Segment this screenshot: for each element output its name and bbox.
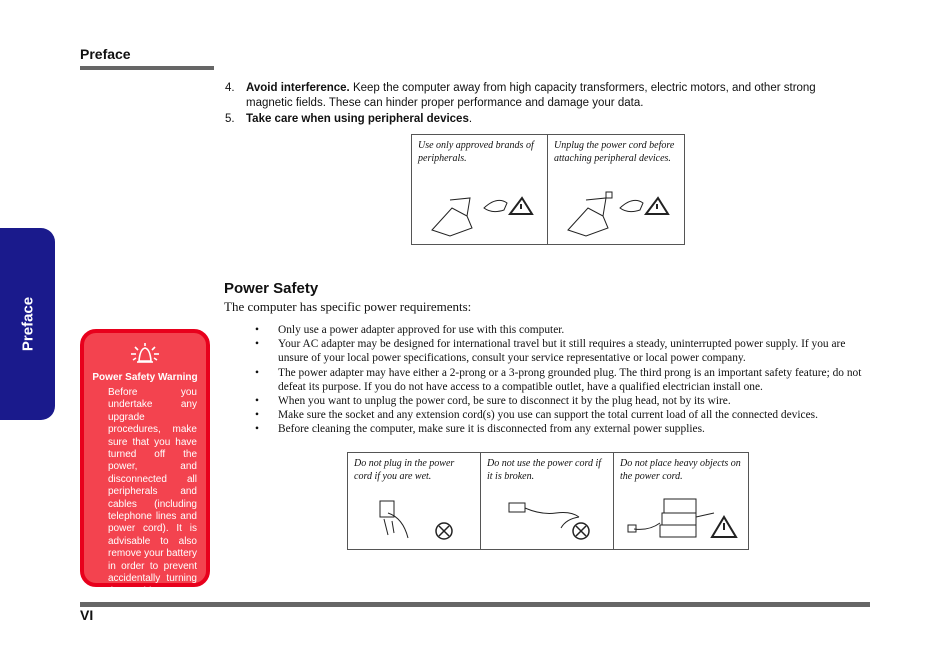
- footer-rule: [80, 602, 870, 607]
- item-number: 4.: [225, 82, 235, 94]
- list-item: • Your AC adapter may be designed for international travel but it still requires a steady, uninterrupted power supply. If you are unsure of your local power specifications, consult your service representative or local power company.: [255, 337, 870, 365]
- warning-title: Power Safety Warning: [92, 372, 198, 383]
- cell-caption: Do not use the power cord if it is broken.: [487, 458, 602, 482]
- table-cell: [614, 453, 748, 549]
- item-text: .: [468, 113, 473, 125]
- section-intro: The computer has specific power requirements:: [224, 299, 472, 314]
- broken-cord-illustration: [481, 493, 614, 543]
- table-cell: [412, 135, 548, 244]
- side-tab-label: Preface: [19, 296, 36, 352]
- list-item: • Before cleaning the computer, make sure it is disconnected from any external power supplies.: [255, 422, 870, 436]
- side-tab: [0, 228, 55, 420]
- table-cell: [481, 453, 614, 549]
- peripheral-illustration-table: [411, 134, 685, 245]
- section-header: Preface: [80, 46, 131, 62]
- header-rule: [80, 66, 214, 70]
- list-item: • Only use a power adapter approved for use with this computer.: [255, 323, 870, 337]
- laptop-peripheral-illustration: [412, 188, 548, 238]
- item-heading: Take care when using peripheral devices: [246, 113, 469, 125]
- laptop-unplug-illustration: [548, 188, 684, 238]
- list-item: • Make sure the socket and any extension cord(s) you use can support the total current load of all the connected devices.: [255, 408, 870, 422]
- heavy-objects-cord-illustration: [614, 493, 748, 543]
- item-number: 5.: [225, 113, 235, 125]
- item-text: Keep the computer away from high capacity transformers, electric motors, and other strong magnetic fields. These can hinder proper performance and damage your data.: [246, 82, 816, 109]
- power-safety-warning: [80, 329, 210, 597]
- section-title: Power Safety: [224, 280, 319, 297]
- list-item-4: [225, 81, 865, 111]
- list-item: • When you want to unplug the power cord, be sure to disconnect it by the plug head, not by its wire.: [255, 394, 870, 408]
- warning-body: Before you undertake any upgrade procedures, make sure that you have turned off the power, and disconnected all peripherals and cables (including telephone lines and power cord). It is advisable to also remove your battery in order to prevent accidentally turning the machine on.: [108, 387, 197, 597]
- item-heading: Avoid interference.: [246, 82, 350, 94]
- list-item: • The power adapter may have either a 2-prong or a 3-prong grounded plug. The third prong is an important safety feature; do not defeat its purpose. If you do not have access to a compatible outlet, have a qualified electrician install one.: [255, 366, 870, 394]
- table-cell: [548, 135, 684, 244]
- wet-hands-plug-illustration: [348, 493, 481, 543]
- power-illustration-table: [347, 452, 749, 550]
- list-item-5: [225, 112, 865, 127]
- page-number: VI: [80, 607, 94, 623]
- cell-caption: Unplug the power cord before attaching peripheral devices.: [554, 140, 675, 164]
- bell-alarm-icon: [127, 341, 163, 367]
- cell-caption: Do not place heavy objects on the power cord.: [620, 458, 741, 482]
- table-cell: [348, 453, 481, 549]
- cell-caption: Use only approved brands of peripherals.: [418, 140, 534, 164]
- power-safety-list: [255, 323, 870, 437]
- cell-caption: Do not plug in the power cord if you are wet.: [354, 458, 455, 482]
